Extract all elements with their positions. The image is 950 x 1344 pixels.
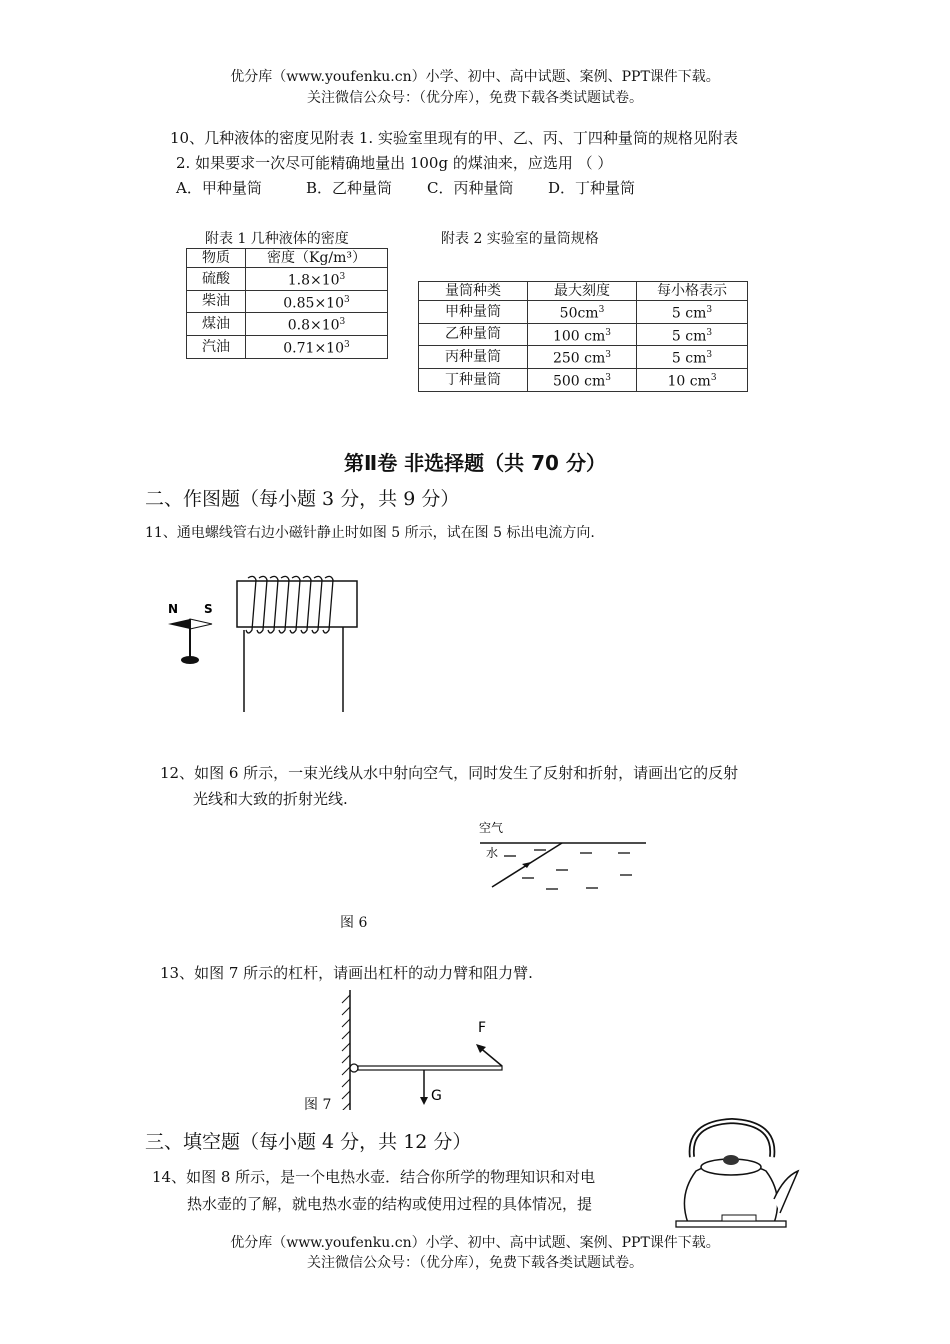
- table2-cell-division: 10 $cm^3$: [637, 368, 748, 391]
- table-row: [419, 368, 748, 391]
- q10-option-b: B．乙种量筒: [306, 179, 393, 197]
- water-dashes: [504, 850, 632, 889]
- q10-line-2: 2. 如果要求一次尽可能精确地量出 100g 的煤油来，应选用 （ ）: [176, 154, 613, 172]
- table-row: [419, 323, 748, 346]
- table-row: [419, 346, 748, 369]
- table2-cell-name: 丙种量筒: [419, 346, 528, 369]
- figure-5-solenoid: [160, 570, 380, 720]
- section3-title: 三、填空题（每小题 4 分，共 12 分）: [145, 1131, 472, 1153]
- footer-line-2: 关注微信公众号：（优分库），免费下载各类试题试卷。: [307, 1255, 643, 1271]
- cylinder-table: [418, 281, 748, 392]
- table2-cell-max: 250 $cm^3$: [528, 346, 637, 369]
- q13-text: 13、如图 7 所示的杠杆，请画出杠杆的动力臂和阻力臂.: [160, 964, 533, 982]
- q12-line-1: 12、如图 6 所示，一束光线从水中射向空气，同时发生了反射和折射，请画出它的反射: [160, 764, 739, 782]
- q14-line-2: 热水壶的了解，就电热水壶的结构或使用过程的具体情况，提: [187, 1195, 593, 1213]
- part2-title: 第Ⅱ卷 非选择题（共 70 分）: [344, 451, 606, 475]
- needle-north-half: [168, 619, 190, 629]
- table2-header-type: 量筒种类: [419, 282, 528, 301]
- solenoid-coil: [246, 576, 333, 633]
- density-table: [186, 248, 388, 359]
- kettle-spout: [774, 1171, 798, 1213]
- lever-bar: [358, 1066, 502, 1070]
- table2-cell-name: 甲种量筒: [419, 301, 528, 324]
- q10-option-d: D．丁种量筒: [548, 179, 636, 197]
- table2-cell-max: $50cm^3$: [528, 301, 637, 324]
- kettle-switch: [722, 1215, 756, 1221]
- table-row: [187, 313, 388, 336]
- needle-south-half: [190, 619, 212, 629]
- q10-line-1: 10、几种液体的密度见附表 1. 实验室里现有的甲、乙、丙、丁四种量筒的规格见附表: [170, 129, 738, 147]
- table2-header-division: 每小格表示: [637, 282, 748, 301]
- header-line-1: 优分库（www.youfenku.cn）小学、初中、高中试题、案例、PPT课件下载。: [230, 69, 720, 85]
- table2-cell-division: 5 $cm^3$: [637, 301, 748, 324]
- table-row: [419, 301, 748, 324]
- kettle-handle: [692, 1121, 773, 1157]
- kettle-base: [676, 1221, 786, 1227]
- table-row: [187, 290, 388, 313]
- table1-cell-value: $0.71\times 10^3$: [246, 335, 388, 358]
- table1-cell-value: $0.85\times 10^3$: [246, 290, 388, 313]
- table2-header-max: 最大刻度: [528, 282, 637, 301]
- table2-cell-division: 5 $cm^3$: [637, 346, 748, 369]
- header-line-2: 关注微信公众号：（优分库），免费下载各类试题试卷。: [307, 90, 643, 106]
- table1-cell-name: 柴油: [187, 290, 246, 313]
- footer-line-1: 优分库（www.youfenku.cn）小学、初中、高中试题、案例、PPT课件下载。: [230, 1235, 720, 1251]
- q10-option-a: A．甲种量筒: [176, 179, 262, 197]
- table1-caption: 附表 1 几种液体的密度: [205, 231, 349, 247]
- needle-s-label: S: [204, 602, 213, 616]
- table2-cell-division: 5 $cm^3$: [637, 323, 748, 346]
- table2-cell-name: 乙种量筒: [419, 323, 528, 346]
- table1-cell-name: 煤油: [187, 313, 246, 336]
- table2-caption: 附表 2 实验室的量筒规格: [441, 231, 599, 247]
- table1-header-substance: 物质: [187, 249, 246, 268]
- water-label: 水: [486, 846, 499, 860]
- q10-option-c: C．丙种量筒: [427, 179, 514, 197]
- wall-hatching: [342, 995, 350, 1110]
- needle-base: [181, 656, 199, 664]
- table1-cell-name: 硫酸: [187, 268, 246, 291]
- q14-line-1: 14、如图 8 所示，是一个电热水壶．结合你所学的物理知识和对电: [152, 1168, 596, 1186]
- table1-cell-name: 汽油: [187, 335, 246, 358]
- weight-g-label: G: [431, 1088, 442, 1104]
- table1-cell-value: $0.8\times 10^3$: [246, 313, 388, 336]
- table2-cell-max: 500 $cm^3$: [528, 368, 637, 391]
- weight-g-arrowhead: [420, 1097, 428, 1105]
- figure-7-lever: [330, 985, 520, 1110]
- force-f-label: F: [478, 1020, 487, 1036]
- figure-6-water: [470, 815, 660, 900]
- q12-line-2: 光线和大致的折射光线.: [193, 790, 348, 808]
- table2-cell-name: 丁种量筒: [419, 368, 528, 391]
- table2-cell-max: 100 $cm^3$: [528, 323, 637, 346]
- figure-6-label: 图 6: [340, 915, 368, 931]
- needle-n-label: N: [168, 602, 179, 616]
- table1-header-density: 密度（Kg/m³）: [246, 249, 388, 268]
- table-row: [187, 268, 388, 291]
- air-label: 空气: [479, 821, 504, 835]
- kettle-knob: [723, 1155, 739, 1165]
- figure-7-label: 图 7: [304, 1097, 332, 1113]
- pivot-icon: [350, 1064, 358, 1072]
- table-row: [187, 335, 388, 358]
- figure-8-kettle: [670, 1115, 810, 1230]
- table1-cell-value: $1.8\times 10^3$: [246, 268, 388, 291]
- section2-title: 二、作图题（每小题 3 分，共 9 分）: [145, 488, 460, 510]
- q11-text: 11、通电螺线管右边小磁针静止时如图 5 所示，试在图 5 标出电流方向.: [145, 525, 595, 541]
